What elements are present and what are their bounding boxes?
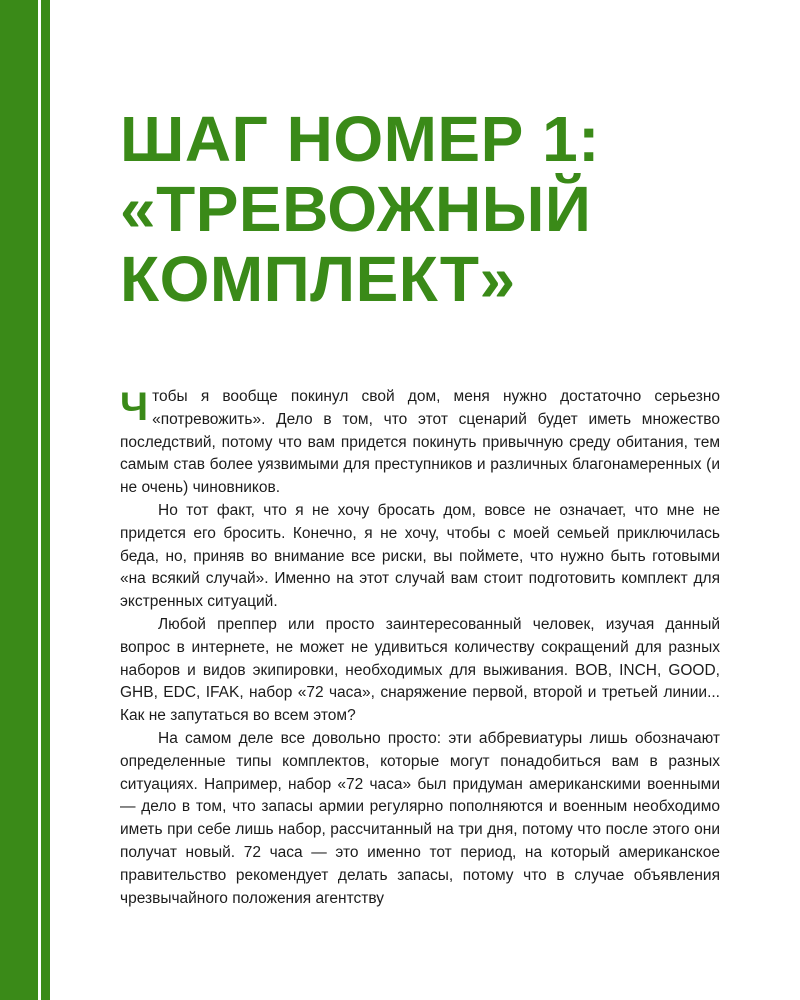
title-line-1: ШАГ НОМЕР 1: [120,103,600,175]
green-sidebar [0,0,50,1000]
drop-cap: Ч [120,385,149,429]
paragraph-4: На самом деле все довольно просто: эти аббревиатуры лишь обозначают определенные типы комплектов, которые могут понадобиться вам в разных ситуациях. Например, набор «72 часа» был придуман американскими военными — дело в том, что запасы армии регулярно пополняются и военным необходимо иметь при себе лишь набор, рассчитанный на три дня, потому что после этого они получат новый. 72 часа — это именно тот период, на который американское правительство рекомендует делать запасы, потому что в случае объявления чрезвычайного положения агентству [120,729,720,907]
paragraph-3: Любой преппер или просто заинтересованный человек, изучая данный вопрос в интернете, не может не удивиться количеству сокращений для разных наборов и видов экипировки, необходимых для выживания. BOB, INCH, GOOD, GHB, EDC, IFAK, набор «72 часа», снаряжение первой, второй и третьей линии... Как не запутаться во всем этом? [120,615,720,725]
chapter-title [120,104,760,314]
sidebar-stripe [38,0,41,1000]
paragraph-1-text: тобы я вообще покинул свой дом, меня нужно достаточно серьезно «потревожить». Дело в том, что этот сценарий будет иметь множество последствий, потому что вам придется покинуть привычную среду обитания, тем самым став более уязвимыми для преступников и различных благонамеренных (и не очень) чиновников. [120,388,720,497]
paragraph-2: Но тот факт, что я не хочу бросать дом, вовсе не означает, что мне не придется его бросить. Конечно, я не хочу, чтобы с моей семьей приключилась беда, но, приняв во внимание все риски, вы поймете, что нужно быть готовыми «на всякий случай». Именно на этот случай вам стоит подготовить комплект для экстренных ситуаций. [120,501,720,611]
title-line-2: «ТРЕВОЖНЫЙ [120,173,592,245]
paragraph-1 [120,386,720,500]
title-line-3: КОМПЛЕКТ» [120,243,516,315]
body-text [120,386,720,910]
